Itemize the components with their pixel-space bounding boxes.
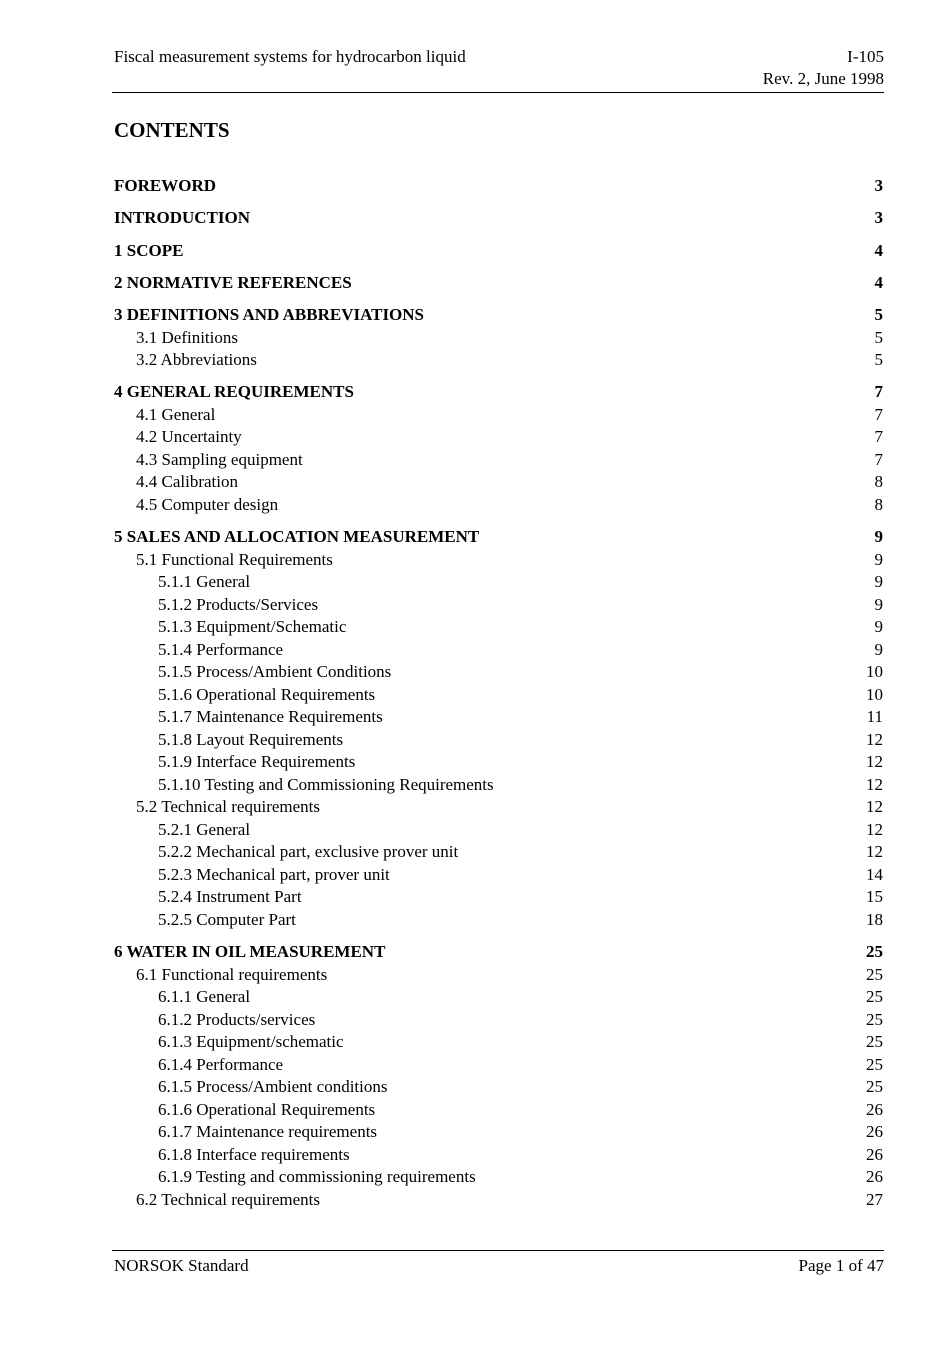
toc-entry-label: 2 NORMATIVE REFERENCES — [114, 272, 352, 292]
toc-entry-page: 9 — [874, 527, 883, 547]
toc-entry[interactable] — [112, 661, 884, 684]
toc-entry-page: 12 — [866, 774, 883, 794]
toc-entry-page: 12 — [866, 752, 883, 772]
toc-entry[interactable] — [112, 549, 884, 572]
footer-rule — [112, 1250, 884, 1251]
toc-entry-label: 5 SALES AND ALLOCATION MEASUREMENT — [114, 527, 480, 547]
toc-entry-label: 1 SCOPE — [114, 240, 184, 260]
toc-entry-label: 6.1.5 Process/Ambient conditions — [158, 1077, 388, 1097]
toc-entry[interactable] — [112, 207, 884, 230]
toc-entry-page: 12 — [866, 819, 883, 839]
toc-entry-label: 4.2 Uncertainty — [136, 427, 242, 447]
toc-entry[interactable] — [112, 1009, 884, 1032]
toc-entry-page: 12 — [866, 842, 883, 862]
header-doc-info — [763, 46, 884, 90]
toc-entry-page: 7 — [874, 404, 883, 424]
toc-entry[interactable] — [112, 494, 884, 517]
toc-entry-page: 5 — [874, 327, 883, 347]
toc-entry-label: 6.1.3 Equipment/schematic — [158, 1032, 344, 1052]
toc-entry-label: 5.1.3 Equipment/Schematic — [158, 617, 347, 637]
header-rule — [112, 92, 884, 93]
toc-entry[interactable] — [112, 706, 884, 729]
toc-entry-label: 5.1.4 Performance — [158, 639, 284, 659]
toc-entry-label: 5.2.1 General — [158, 819, 251, 839]
toc-entry-page: 25 — [866, 987, 883, 1007]
toc-entry-page: 4 — [874, 272, 883, 292]
toc-entry-label: 5.2.5 Computer Part — [158, 909, 296, 929]
toc-entry[interactable] — [112, 729, 884, 752]
toc-entry-label: 4 GENERAL REQUIREMENTS — [114, 382, 354, 402]
toc-entry-label: 5.1.2 Products/Services — [158, 594, 319, 614]
toc-entry[interactable] — [112, 941, 884, 964]
toc-entry-label: 6.1.9 Testing and commissioning requirements — [158, 1167, 476, 1187]
toc-entry[interactable] — [112, 175, 884, 198]
toc-entry[interactable] — [112, 796, 884, 819]
toc-entry-label: 6.1 Functional requirements — [136, 964, 328, 984]
toc-entry-label: 5.1.7 Maintenance Requirements — [158, 707, 383, 727]
toc-entry[interactable] — [112, 1121, 884, 1144]
toc-entry[interactable] — [112, 404, 884, 427]
toc-entry-page: 15 — [866, 887, 883, 907]
toc-entry[interactable] — [112, 751, 884, 774]
toc-entry[interactable] — [112, 864, 884, 887]
toc-entry-label: 6.1.7 Maintenance requirements — [158, 1122, 378, 1142]
toc-entry-label: 5.2.3 Mechanical part, prover unit — [158, 864, 390, 884]
toc-entry[interactable] — [112, 449, 884, 472]
toc-entry-label: 6 WATER IN OIL MEASUREMENT — [114, 942, 386, 962]
toc-entry-page: 26 — [866, 1122, 883, 1142]
toc-entry-page: 7 — [874, 449, 883, 469]
toc-entry-page: 25 — [866, 942, 883, 962]
toc-entry-page: 3 — [874, 208, 883, 228]
toc-entry-page: 7 — [874, 382, 883, 402]
header-document-title: Fiscal measurement systems for hydrocarbon liquid — [114, 47, 466, 66]
toc-entry[interactable] — [112, 1054, 884, 1077]
toc-entry-page: 7 — [874, 427, 883, 447]
toc-entry-label: FOREWORD — [114, 176, 216, 195]
toc-entry-label: 5.1.1 General — [158, 572, 251, 592]
toc-entry[interactable] — [112, 819, 884, 842]
toc-entry-page: 26 — [866, 1167, 883, 1187]
toc-entry-label: 4.5 Computer design — [136, 494, 279, 514]
toc-entry-label: INTRODUCTION — [114, 208, 251, 228]
toc-entry-label: 6.1.4 Performance — [158, 1054, 284, 1074]
toc-entry-label: 6.1.6 Operational Requirements — [158, 1099, 376, 1119]
toc-entry[interactable] — [112, 471, 884, 494]
toc-entry-page: 9 — [874, 617, 883, 637]
toc-entry[interactable] — [112, 304, 884, 327]
toc-entry-label: 5.1.5 Process/Ambient Conditions — [158, 662, 392, 682]
toc-entry[interactable] — [112, 886, 884, 909]
toc-entry-page: 9 — [874, 639, 883, 659]
toc-entry[interactable] — [112, 964, 884, 987]
document-page — [112, 0, 884, 1345]
toc-entry-page: 12 — [866, 797, 883, 817]
table-of-contents — [112, 175, 884, 1211]
contents-heading: CONTENTS — [114, 118, 230, 142]
toc-entry[interactable] — [112, 327, 884, 350]
toc-entry-page: 26 — [866, 1099, 883, 1119]
toc-entry-page: 14 — [866, 864, 883, 884]
toc-entry-page: 3 — [874, 176, 883, 195]
toc-entry-label: 3.2 Abbreviations — [136, 350, 257, 370]
toc-entry-label: 5.1.10 Testing and Commissioning Requirements — [158, 774, 494, 794]
toc-entry[interactable] — [112, 1076, 884, 1099]
toc-entry[interactable] — [112, 381, 884, 404]
toc-entry-label: 5.2.2 Mechanical part, exclusive prover unit — [158, 842, 459, 862]
toc-entry-label: 5.1.6 Operational Requirements — [158, 684, 376, 704]
toc-entry[interactable] — [112, 841, 884, 864]
toc-entry-label: 4.3 Sampling equipment — [136, 449, 303, 469]
toc-entry-page: 25 — [866, 1054, 883, 1074]
toc-entry[interactable] — [112, 684, 884, 707]
toc-entry[interactable] — [112, 1099, 884, 1122]
toc-entry-page: 8 — [874, 494, 883, 514]
toc-entry-label: 6.1.8 Interface requirements — [158, 1144, 350, 1164]
toc-entry-label: 5.2 Technical requirements — [136, 797, 321, 817]
toc-entry-page: 25 — [866, 1077, 883, 1097]
toc-entry[interactable] — [112, 594, 884, 617]
footer-standard-name: NORSOK Standard — [114, 1256, 249, 1275]
toc-entry-label: 6.1.2 Products/services — [158, 1009, 316, 1029]
toc-entry-label: 4.1 General — [136, 404, 216, 424]
toc-entry[interactable] — [112, 1031, 884, 1054]
footer-page-number: Page 1 of 47 — [798, 1256, 884, 1275]
toc-entry[interactable] — [112, 1144, 884, 1167]
toc-entry[interactable] — [112, 1189, 884, 1212]
toc-entry-label: 6.2 Technical requirements — [136, 1189, 321, 1209]
toc-entry-page: 8 — [874, 472, 883, 492]
toc-entry-label: 5.1.9 Interface Requirements — [158, 752, 356, 772]
toc-entry-page: 5 — [874, 305, 883, 325]
toc-entry-page: 9 — [874, 549, 883, 569]
toc-entry[interactable] — [112, 639, 884, 662]
toc-entry-page: 10 — [866, 662, 883, 682]
toc-entry-page: 25 — [866, 1032, 883, 1052]
toc-entry[interactable] — [112, 909, 884, 932]
toc-entry-label: 5.1 Functional Requirements — [136, 549, 333, 569]
toc-entry-page: 25 — [866, 1009, 883, 1029]
toc-entry-label: 5.1.8 Layout Requirements — [158, 729, 344, 749]
header-revision: Rev. 2, June 1998 — [762, 69, 884, 88]
toc-entry-page: 18 — [866, 909, 883, 929]
toc-entry[interactable] — [112, 349, 884, 372]
toc-entry[interactable] — [112, 272, 884, 295]
toc-entry-label: 6.1.1 General — [158, 987, 251, 1007]
toc-entry[interactable] — [112, 571, 884, 594]
toc-entry-page: 25 — [866, 964, 883, 984]
toc-entry-page: 9 — [874, 594, 883, 614]
toc-entry[interactable] — [112, 616, 884, 639]
toc-entry-page: 9 — [874, 572, 883, 592]
toc-entry[interactable] — [112, 986, 884, 1009]
toc-entry[interactable] — [112, 426, 884, 449]
toc-entry-page: 10 — [866, 684, 883, 704]
toc-entry-page: 12 — [866, 729, 883, 749]
toc-entry-page: 5 — [874, 350, 883, 370]
toc-entry-page: 27 — [866, 1189, 883, 1209]
header-doc-id: I-105 — [847, 47, 884, 66]
toc-entry[interactable] — [112, 240, 884, 263]
toc-entry[interactable] — [112, 774, 884, 797]
toc-entry-page: 4 — [874, 240, 883, 260]
toc-entry-label: 3 DEFINITIONS AND ABBREVIATIONS — [114, 305, 425, 325]
toc-entry[interactable] — [112, 526, 884, 549]
toc-entry-page: 26 — [866, 1144, 883, 1164]
toc-entry-label: 5.2.4 Instrument Part — [158, 887, 302, 907]
toc-entry[interactable] — [112, 1166, 884, 1189]
toc-entry-page: 11 — [866, 707, 883, 727]
toc-entry-label: 3.1 Definitions — [136, 327, 238, 347]
toc-entry-label: 4.4 Calibration — [136, 472, 238, 492]
